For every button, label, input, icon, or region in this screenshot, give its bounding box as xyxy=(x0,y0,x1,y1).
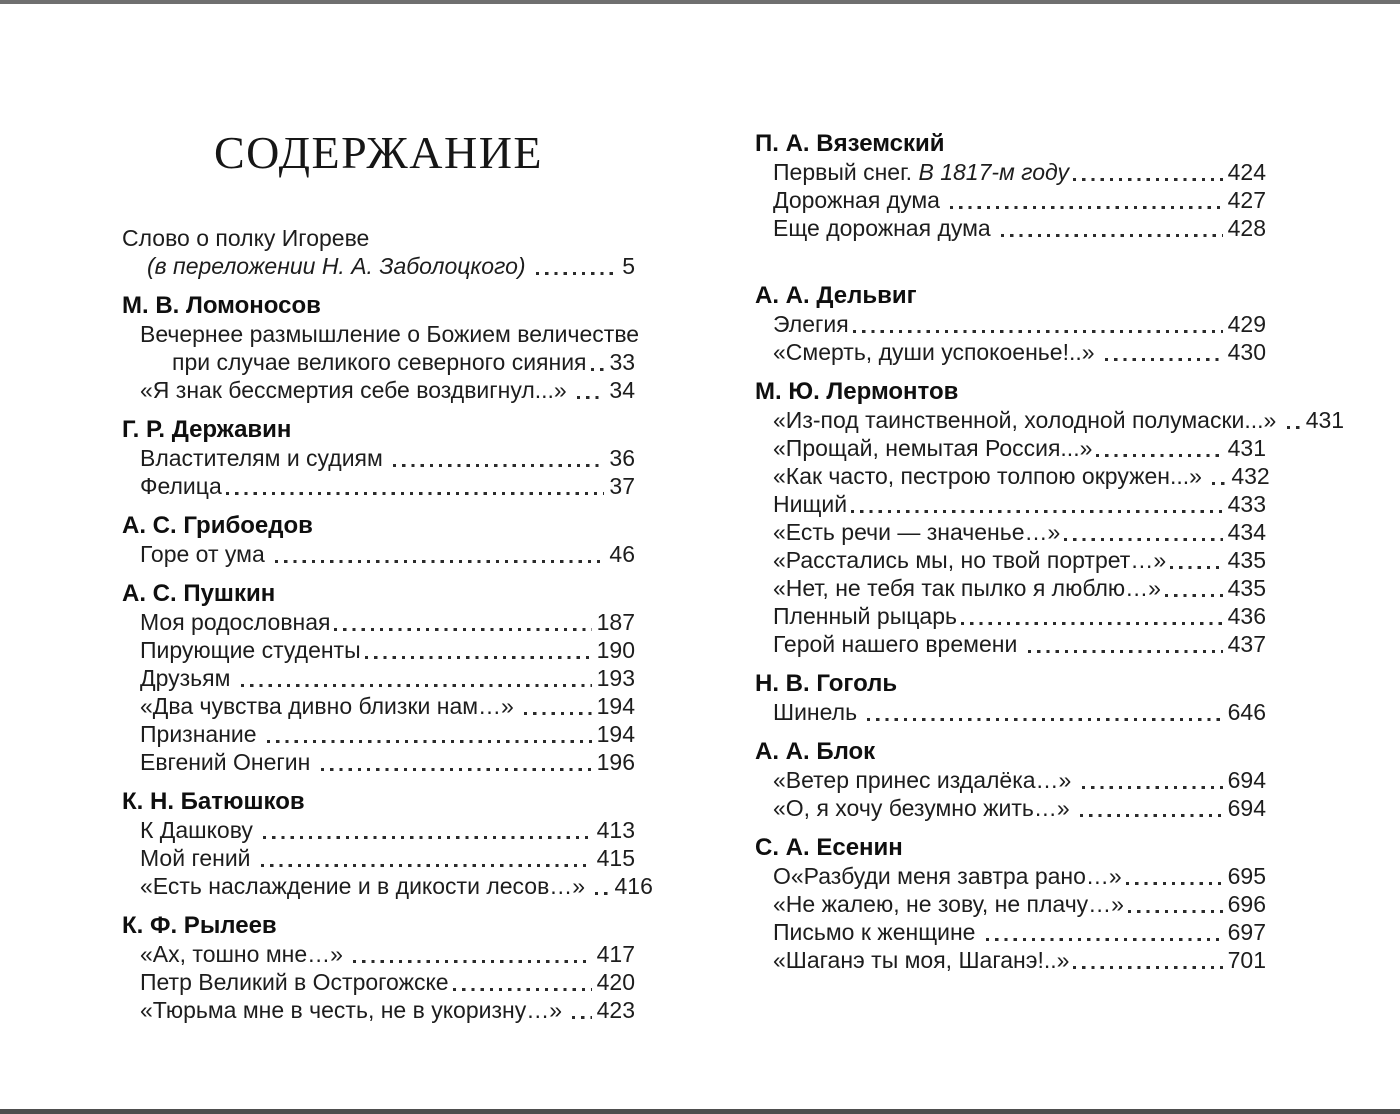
page-number: 434 xyxy=(1227,519,1266,545)
page-number: 694 xyxy=(1227,767,1266,793)
entry-title xyxy=(140,748,317,776)
dot-leader xyxy=(1126,882,1223,885)
entry-text: «Не жалею, не зову, не плачу…» xyxy=(773,891,1124,917)
dot-leader xyxy=(950,206,1222,209)
author-heading: П. А. Вяземский xyxy=(755,130,945,157)
toc-section xyxy=(122,416,635,500)
entry-text: «Есть наслаждение и в дикости лесов…» xyxy=(140,873,592,899)
entry-title xyxy=(773,698,863,726)
entry-title xyxy=(140,320,639,348)
dot-leader xyxy=(1105,358,1223,361)
entry-text: Друзьям xyxy=(140,665,237,691)
toc-entry-line xyxy=(122,224,635,252)
entry-title xyxy=(773,574,1161,602)
entry-title xyxy=(773,602,957,630)
page-number: 415 xyxy=(596,845,635,871)
toc-section xyxy=(122,912,635,1024)
entry-text: «О, я хочу безумно жить…» xyxy=(773,795,1077,821)
page-number: 435 xyxy=(1227,575,1266,601)
toc-entry-line xyxy=(755,630,1266,658)
dot-leader xyxy=(1080,814,1223,817)
dot-leader xyxy=(1073,966,1222,969)
entry-title xyxy=(140,664,237,692)
entry-title xyxy=(773,794,1076,822)
entry-text: «Как часто, пестрою толпою окружен...» xyxy=(773,463,1209,489)
entry-title xyxy=(773,766,1078,794)
dot-leader xyxy=(853,330,1223,333)
page-number: 190 xyxy=(596,637,635,663)
entry-text-italic: В 1817-м году xyxy=(918,159,1070,185)
entry-text: при случае великого северного сияния xyxy=(172,349,587,375)
page-number: 37 xyxy=(609,473,635,499)
page-number: 413 xyxy=(596,817,635,843)
entry-title xyxy=(140,376,573,404)
entry-text: «Шаганэ ты моя, Шаганэ!..» xyxy=(773,947,1070,973)
entry-text: Моя родословная xyxy=(140,609,331,635)
dot-leader xyxy=(1064,538,1222,541)
author-heading: К. Н. Батюшков xyxy=(122,788,305,815)
entry-title xyxy=(773,214,997,242)
entry-title xyxy=(140,540,271,568)
entry-text: «Я знак бессмертия себе воздвигнул...» xyxy=(140,377,574,403)
entry-title xyxy=(773,630,1024,658)
page-number: 196 xyxy=(596,749,635,775)
dot-leader xyxy=(1287,426,1301,429)
toc-entry-line xyxy=(122,472,635,500)
page-number: 420 xyxy=(596,969,635,995)
entry-title xyxy=(773,490,847,518)
toc-entry-line xyxy=(755,890,1266,918)
page-number: 432 xyxy=(1231,463,1270,489)
author-heading: А. С. Пушкин xyxy=(122,580,276,607)
entry-title xyxy=(773,406,1283,434)
entry-text: О«Разбуди меня завтра рано…» xyxy=(773,863,1122,889)
page-number: 435 xyxy=(1227,547,1266,573)
dot-leader xyxy=(263,836,591,839)
entry-title xyxy=(122,224,369,252)
entry-text: Герой нашего времени xyxy=(773,631,1024,657)
dot-leader xyxy=(591,368,605,371)
page-number: 697 xyxy=(1227,919,1266,945)
toc-entry-line xyxy=(122,996,635,1024)
dot-leader xyxy=(267,740,592,743)
page-number: 194 xyxy=(596,721,635,747)
dot-leader xyxy=(1128,910,1223,913)
toc-entry-line xyxy=(122,608,635,636)
entry-text: «Из-под таинственной, холодной полумаски...» xyxy=(773,407,1283,433)
toc-section xyxy=(755,670,1266,726)
dot-leader xyxy=(226,492,605,495)
toc-entry-line xyxy=(122,664,635,692)
dot-leader xyxy=(353,960,591,963)
page-number: 33 xyxy=(609,349,636,375)
toc-entry-line xyxy=(122,692,635,720)
toc-entry-line xyxy=(755,602,1266,630)
entry-text: Признание xyxy=(140,721,263,747)
toc-entry-line xyxy=(122,816,635,844)
dot-leader xyxy=(572,1016,591,1019)
page-number: 701 xyxy=(1227,947,1266,973)
entry-text: Первый снег. xyxy=(773,159,919,185)
toc-entry-line xyxy=(755,698,1266,726)
toc-entry-line xyxy=(755,214,1266,242)
entry-title xyxy=(140,996,568,1024)
toc-entry-line xyxy=(122,636,635,664)
entry-title xyxy=(773,946,1069,974)
toc-entry-line xyxy=(122,968,635,996)
entry-title xyxy=(140,968,449,996)
entry-text: «Прощай, немытая Россия...» xyxy=(773,435,1093,461)
entry-title xyxy=(140,940,349,968)
entry-title xyxy=(140,872,591,900)
entry-title xyxy=(140,472,222,500)
toc-entry-line xyxy=(122,348,635,376)
toc-entry-line xyxy=(755,918,1266,946)
entry-title xyxy=(140,692,520,720)
page-number: 193 xyxy=(596,665,635,691)
dot-leader xyxy=(261,864,592,867)
page-number: 46 xyxy=(609,541,635,567)
toc-entry-line xyxy=(755,490,1266,518)
toc-entry-line xyxy=(755,186,1266,214)
toc-entry-line xyxy=(122,444,635,472)
toc-entry-line xyxy=(755,946,1266,974)
author-heading: А. А. Дельвиг xyxy=(755,282,917,309)
page-number: 694 xyxy=(1227,795,1266,821)
page-number: 437 xyxy=(1227,631,1266,657)
page-top-edge xyxy=(0,0,1400,4)
entry-title xyxy=(773,158,1069,186)
page-bottom-edge xyxy=(0,1109,1400,1114)
toc-section xyxy=(755,130,1266,242)
toc-entry-line xyxy=(122,252,635,280)
entry-title xyxy=(140,720,263,748)
page-number: 417 xyxy=(596,941,635,967)
entry-title xyxy=(773,186,946,214)
toc-section xyxy=(755,834,1266,974)
entry-text: Еще дорожная дума xyxy=(773,215,998,241)
dot-leader xyxy=(334,628,591,631)
page-number: 36 xyxy=(609,445,635,471)
dot-leader xyxy=(1082,786,1223,789)
toc-entry-line xyxy=(122,540,635,568)
entry-text: «Смерть, души успокоенье!..» xyxy=(773,339,1101,365)
entry-text: (в переложении Н. А. Заболоцкого) xyxy=(147,253,532,279)
entry-text: К Дашкову xyxy=(140,817,260,843)
toc-entry-line xyxy=(755,406,1345,434)
toc-entry-line xyxy=(755,794,1266,822)
entry-text: «Ветер принес издалёка…» xyxy=(773,767,1078,793)
entry-text: «Тюрьма мне в честь, не в укоризну…» xyxy=(140,997,569,1023)
toc-entry-line xyxy=(755,310,1266,338)
entry-text: Горе от ума xyxy=(140,541,272,567)
page-number: 424 xyxy=(1227,159,1266,185)
page-number: 416 xyxy=(614,873,653,899)
toc-entry-line xyxy=(755,462,1270,490)
toc-entry-line xyxy=(755,518,1266,546)
entry-text: Петр Великий в Острогожске xyxy=(140,969,449,995)
author-heading: К. Ф. Рылеев xyxy=(122,912,277,939)
dot-leader xyxy=(1212,482,1226,485)
page-number: 5 xyxy=(622,253,635,279)
dot-leader xyxy=(1170,566,1223,569)
toc-entry-line xyxy=(122,844,635,872)
author-heading: С. А. Есенин xyxy=(755,834,903,861)
entry-title xyxy=(773,310,849,338)
entry-text: «Нет, не тебя так пылко я люблю…» xyxy=(773,575,1161,601)
author-heading: Г. Р. Державин xyxy=(122,416,292,443)
entry-title xyxy=(773,862,1122,890)
entry-text: Шинель xyxy=(773,699,864,725)
dot-leader xyxy=(241,684,592,687)
page-number: 433 xyxy=(1227,491,1266,517)
dot-leader xyxy=(1001,234,1223,237)
page-number: 34 xyxy=(609,377,635,403)
page-number: 428 xyxy=(1227,215,1266,241)
toc-entry-line xyxy=(755,546,1266,574)
entry-text: Элегия xyxy=(773,311,849,337)
entry-title xyxy=(773,462,1208,490)
entry-text: Пирующие студенты xyxy=(140,637,361,663)
dot-leader xyxy=(986,938,1223,941)
entry-text: Фелица xyxy=(140,473,222,499)
toc-entry-line xyxy=(755,574,1266,602)
page-number: 427 xyxy=(1227,187,1266,213)
entry-text: Нищий xyxy=(773,491,848,517)
dot-leader xyxy=(536,272,617,275)
toc-entry-line xyxy=(755,434,1266,462)
entry-text: Дорожная дума xyxy=(773,187,947,213)
entry-title xyxy=(140,816,259,844)
dot-leader xyxy=(321,768,592,771)
page-number: 646 xyxy=(1227,699,1266,725)
entry-title xyxy=(140,636,361,664)
toc-entry-line xyxy=(122,872,653,900)
toc-entry-line xyxy=(122,720,635,748)
entry-title xyxy=(147,252,532,280)
page-number: 695 xyxy=(1227,863,1266,889)
entry-title xyxy=(773,518,1060,546)
dot-leader xyxy=(1028,650,1223,653)
toc-entry-line xyxy=(122,376,635,404)
toc-section xyxy=(122,512,635,568)
entry-text: «Есть речи — значенье…» xyxy=(773,519,1061,545)
entry-text: Вечернее размышление о Божием величестве xyxy=(140,321,640,347)
toc-entry-line xyxy=(755,338,1266,366)
entry-text: Властителям и судиям xyxy=(140,445,390,471)
toc-section xyxy=(755,378,1345,658)
toc-entry-line xyxy=(755,862,1266,890)
toc-section xyxy=(122,292,640,404)
dot-leader xyxy=(851,510,1223,513)
entry-title xyxy=(773,890,1124,918)
entry-title xyxy=(773,918,982,946)
author-heading: М. Ю. Лермонтов xyxy=(755,378,959,405)
page-number: 429 xyxy=(1227,311,1266,337)
author-heading: А. С. Грибоедов xyxy=(122,512,313,539)
page-number: 436 xyxy=(1227,603,1266,629)
author-heading: М. В. Ломоносов xyxy=(122,292,321,319)
entry-title xyxy=(172,348,587,376)
toc-section xyxy=(122,224,635,280)
toc-section xyxy=(122,580,635,776)
page-number: 423 xyxy=(596,997,635,1023)
entry-title xyxy=(140,444,389,472)
toc-column-left xyxy=(122,127,653,1024)
toc-entry-line xyxy=(122,748,635,776)
page-number: 430 xyxy=(1227,339,1266,365)
entry-text: Пленный рыцарь xyxy=(773,603,957,629)
dot-leader xyxy=(524,712,591,715)
entry-text: «Ах, тошно мне…» xyxy=(140,941,350,967)
author-heading: Н. В. Гоголь xyxy=(755,670,898,697)
toc-entry-line xyxy=(122,940,635,968)
entry-title xyxy=(140,608,330,636)
dot-leader xyxy=(595,892,609,895)
dot-leader xyxy=(393,464,604,467)
dot-leader xyxy=(453,988,592,991)
entry-title xyxy=(140,844,257,872)
page-number: 431 xyxy=(1227,435,1266,461)
page-title: СОДЕРЖАНИЕ xyxy=(213,127,544,178)
dot-leader xyxy=(365,656,592,659)
entry-text: Евгений Онегин xyxy=(140,749,317,775)
entry-title xyxy=(773,434,1092,462)
entry-text: «Два чувства дивно близки нам…» xyxy=(140,693,521,719)
entry-text: «Расстались мы, но твой портрет…» xyxy=(773,547,1167,573)
dot-leader xyxy=(867,718,1222,721)
page-number: 431 xyxy=(1305,407,1345,433)
toc-entry-line xyxy=(755,766,1266,794)
page-number: 187 xyxy=(596,609,635,635)
page-number: 194 xyxy=(596,693,635,719)
toc-section xyxy=(755,738,1266,822)
toc-entry-line xyxy=(122,320,640,348)
entry-title xyxy=(773,546,1166,574)
entry-title xyxy=(773,338,1101,366)
dot-leader xyxy=(1073,178,1223,181)
entry-text: Слово о полку Игореве xyxy=(122,225,370,251)
page-number: 696 xyxy=(1227,891,1266,917)
toc-section xyxy=(122,788,653,900)
entry-text: Письмо к женщине xyxy=(773,919,982,945)
author-heading: А. А. Блок xyxy=(755,738,876,765)
toc-column-right xyxy=(755,130,1345,974)
dot-leader xyxy=(1165,594,1223,597)
toc-section xyxy=(755,282,1266,366)
toc-entry-line xyxy=(755,158,1266,186)
dot-leader xyxy=(577,396,604,399)
entry-text: Мой гений xyxy=(140,845,257,871)
dot-leader xyxy=(1096,454,1222,457)
dot-leader xyxy=(275,560,604,563)
dot-leader xyxy=(961,622,1223,625)
